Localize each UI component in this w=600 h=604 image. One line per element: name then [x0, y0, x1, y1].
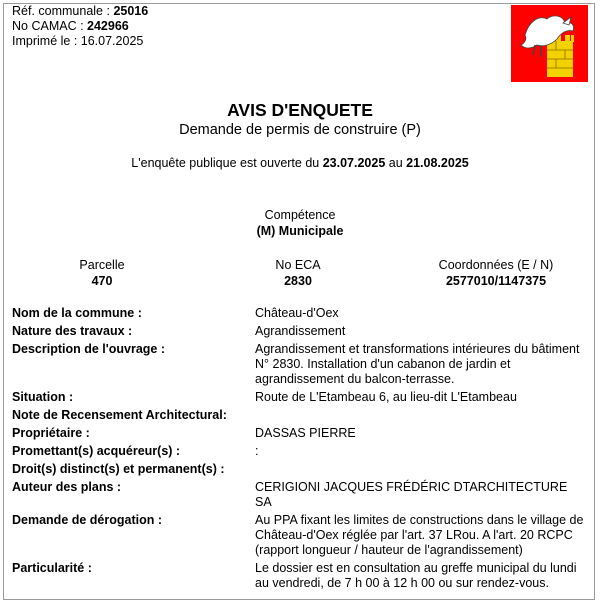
detail-label: Promettant(s) acquéreur(s) : — [12, 444, 181, 458]
detail-row — [12, 426, 592, 441]
camac-value: 242966 — [87, 19, 129, 33]
parcel-value: 470 — [91, 274, 113, 288]
detail-label: Nature des travaux : — [12, 324, 133, 338]
reference-line — [12, 4, 148, 19]
camac-line — [12, 19, 148, 34]
detail-value: : — [255, 444, 259, 458]
detail-row — [12, 513, 592, 558]
detail-row — [12, 390, 592, 405]
detail-value: DASSAS PIERRE — [255, 426, 356, 440]
detail-row — [12, 462, 592, 477]
eca-column — [198, 257, 398, 289]
detail-value — [255, 408, 585, 423]
detail-row — [12, 342, 592, 387]
competence-label: Compétence — [264, 208, 336, 222]
period-end: 21.08.2025 — [406, 156, 469, 170]
detail-label: Auteur des plans : — [12, 480, 122, 494]
eca-value: 2830 — [284, 274, 312, 288]
detail-value: Agrandissement — [255, 324, 346, 338]
detail-label: Description de l'ouvrage : — [12, 342, 166, 356]
reference-value: 25016 — [113, 4, 149, 18]
detail-value: Au PPA fixant les limites de constructions dans le village de Château-d'Oex réglée par l'art. 37 LRou. A l'art. 20 RCPC (rapport longueur / hauteur de l'agrandissement) — [255, 513, 584, 557]
parcel-label: Parcelle — [79, 258, 125, 272]
detail-value: Agrandissement et transformations intérieures du bâtiment N° 2830. Installation d'un cabanon de jardin et agrandissement du balcon-terrasse. — [255, 342, 580, 386]
detail-row — [12, 408, 592, 423]
detail-row — [12, 324, 592, 339]
detail-label: Note de Recensement Architectural: — [12, 408, 227, 422]
detail-label: Particularité : — [12, 561, 92, 575]
detail-row — [12, 444, 592, 459]
page-title: AVIS D'ENQUETE — [227, 100, 373, 120]
detail-value: Château-d'Oex — [255, 306, 339, 320]
detail-row — [12, 306, 592, 321]
period-start: 23.07.2025 — [322, 156, 386, 170]
detail-value: Le dossier est en consultation au greffe municipal du lundi au vendredi, de 7 h 00 à 12 h 00 ou sur rendez-vous. — [255, 561, 577, 590]
inquiry-period — [0, 156, 600, 170]
printed-label: Imprimé le : — [12, 34, 78, 48]
printed-value: 16.07.2025 — [80, 34, 144, 48]
detail-row — [12, 480, 592, 510]
eca-label: No ECA — [275, 258, 321, 272]
competence-value: (M) Municipale — [256, 224, 344, 238]
detail-row — [12, 561, 592, 591]
detail-label: Propriétaire : — [12, 426, 90, 440]
coordinates-value: 2577010/1147375 — [445, 274, 547, 288]
detail-value — [255, 462, 585, 477]
reference-label: Réf. communale : — [12, 4, 110, 18]
detail-value: CERIGIONI JACQUES FRÉDÉRIC DTARCHITECTURE SA — [255, 480, 568, 509]
period-prefix: L'enquête publique est ouverte du — [131, 156, 320, 170]
header-meta — [12, 4, 148, 49]
coordinates-label: Coordonnées (E / N) — [438, 258, 554, 272]
camac-label: No CAMAC : — [12, 19, 84, 33]
detail-label: Demande de dérogation : — [12, 513, 163, 527]
page-subtitle: Demande de permis de construire (P) — [179, 122, 421, 138]
details-list — [12, 306, 592, 594]
printed-line — [12, 34, 148, 49]
detail-label: Nom de la commune : — [12, 306, 142, 320]
coordinates-column — [396, 257, 596, 289]
period-connector: au — [388, 156, 403, 170]
detail-label: Droit(s) distinct(s) et permanent(s) : — [12, 462, 225, 476]
detail-label: Situation : — [12, 390, 74, 404]
parcel-column — [2, 257, 202, 289]
coat-of-arms-logo — [511, 5, 588, 82]
detail-value: Route de L'Etambeau 6, au lieu-dit L'Etambeau — [255, 390, 517, 404]
